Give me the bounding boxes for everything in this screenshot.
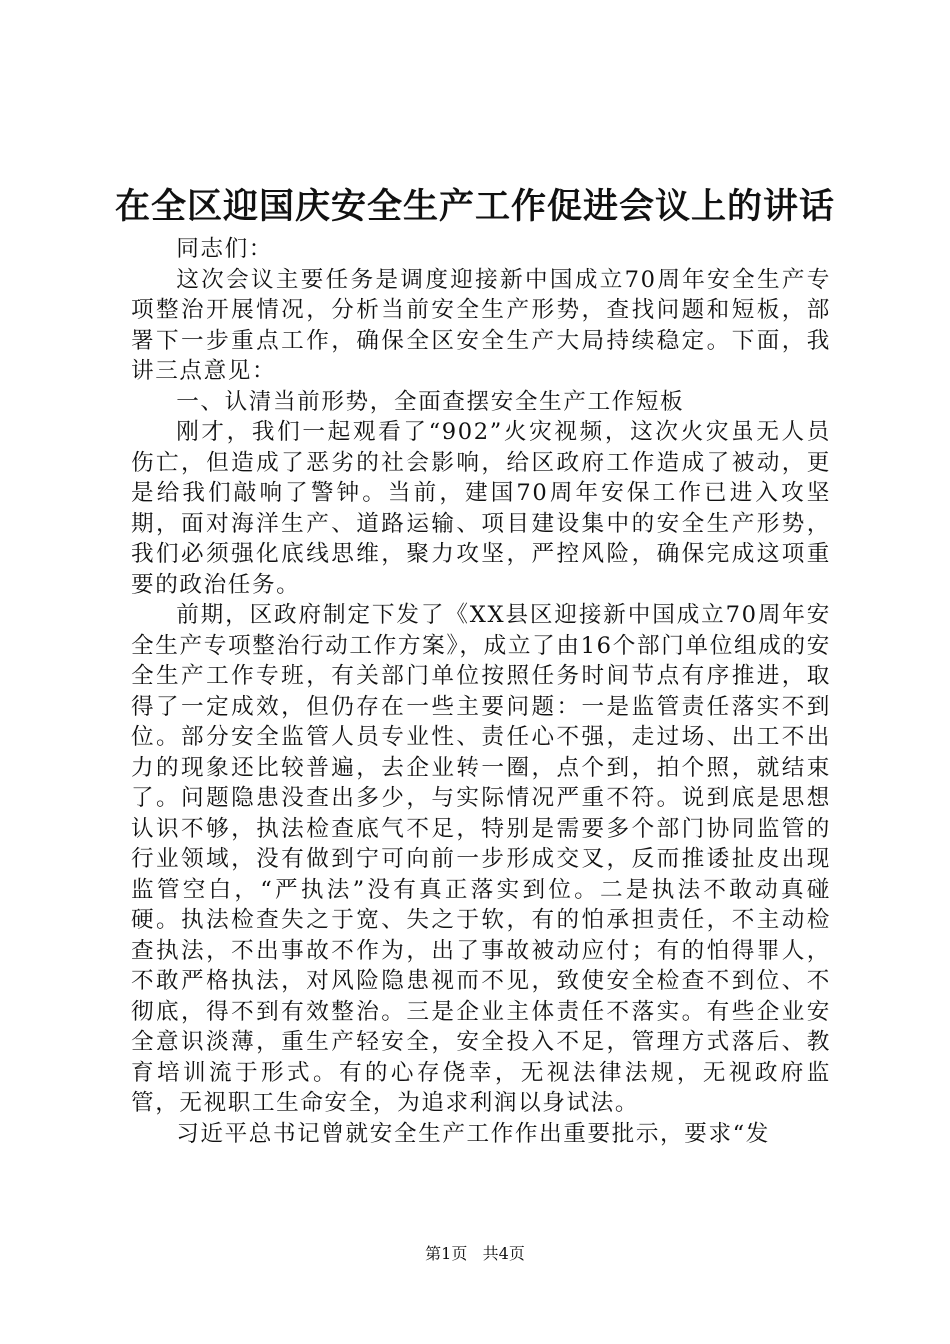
page-separator — [472, 1244, 477, 1263]
paragraph-problems: 前期，区政府制定下发了《XX县区迎接新中国成立70周年安全生产专项整治行动工作方案》，成立了由16个部门单位组成的安全生产工作专班，有关部门单位按照任务时间节点有序推进，取得了一定成效，但仍存在一些主要问题：一是监管责任落实不到位。部分安全监管人员专业性、责任心不强，走过场、出工不出力的现象还比较普遍，去企业转一圈，点个到，拍个照，就结束了。问题隐患没查出多少，与实际情况严重不符。说到底是思想认识不够，执法检查底气不足，特别是需要多个部门协同监管的行业领域，没有做到宁可向前一步形成交叉，反而推诿扯皮出现监管空白，“严执法”没有真正落实到位。二是执法不敢动真碰硬。执法检查失之于宽、失之于软，有的怕承担责任，不主动检查执法，不出事故不作为，出了事故被动应付；有的怕得罪人，不敢严格执法，对风险隐患视而不见，致使安全检查不到位、不彻底，得不到有效整治。三是企业主体责任不落实。有些企业安全意识淡薄，重生产轻安全，安全投入不足，管理方式落后、教育培训流于形式。有的心存侥幸，无视法律法规，无视政府监管，无视职工生命安全，为追求利润以身试法。 — [131, 602, 831, 1116]
section-heading-1: 一、认清当前形势，全面查摆安全生产工作短板 — [176, 388, 685, 415]
paragraph-instruction: 习近平总书记曾就安全生产工作作出重要批示，要求“发 — [176, 1120, 770, 1147]
page-number: 第1页 — [425, 1244, 468, 1263]
paragraph-salutation: 同志们： — [176, 236, 273, 262]
page-total: 共4页 — [482, 1244, 525, 1263]
paragraph-fire-video: 刚才，我们一起观看了“902”火灾视频，这次火灾虽无人员伤亡，但造成了恶劣的社会影响，给区政府工作造成了被动，更是给我们敲响了警钟。当前，建国70周年安保工作已进入攻坚期，面对海洋生产、道路运输、项目建设集中的安全生产形势，我们必须强化底线思维，聚力攻坚，严控风险，确保完成这项重要的政治任务。 — [131, 419, 831, 598]
page-footer — [0, 1242, 950, 1266]
document-body — [131, 234, 831, 1149]
document-title: 在全区迎国庆安全生产工作促进会议上的讲话 — [114, 186, 835, 227]
paragraph-intro: 这次会议主要任务是调度迎接新中国成立70周年安全生产专项整治开展情况，分析当前安全生产形势，查找问题和短板，部署下一步重点工作，确保全区安全生产大局持续稳定。下面，我讲三点意见： — [131, 266, 831, 384]
